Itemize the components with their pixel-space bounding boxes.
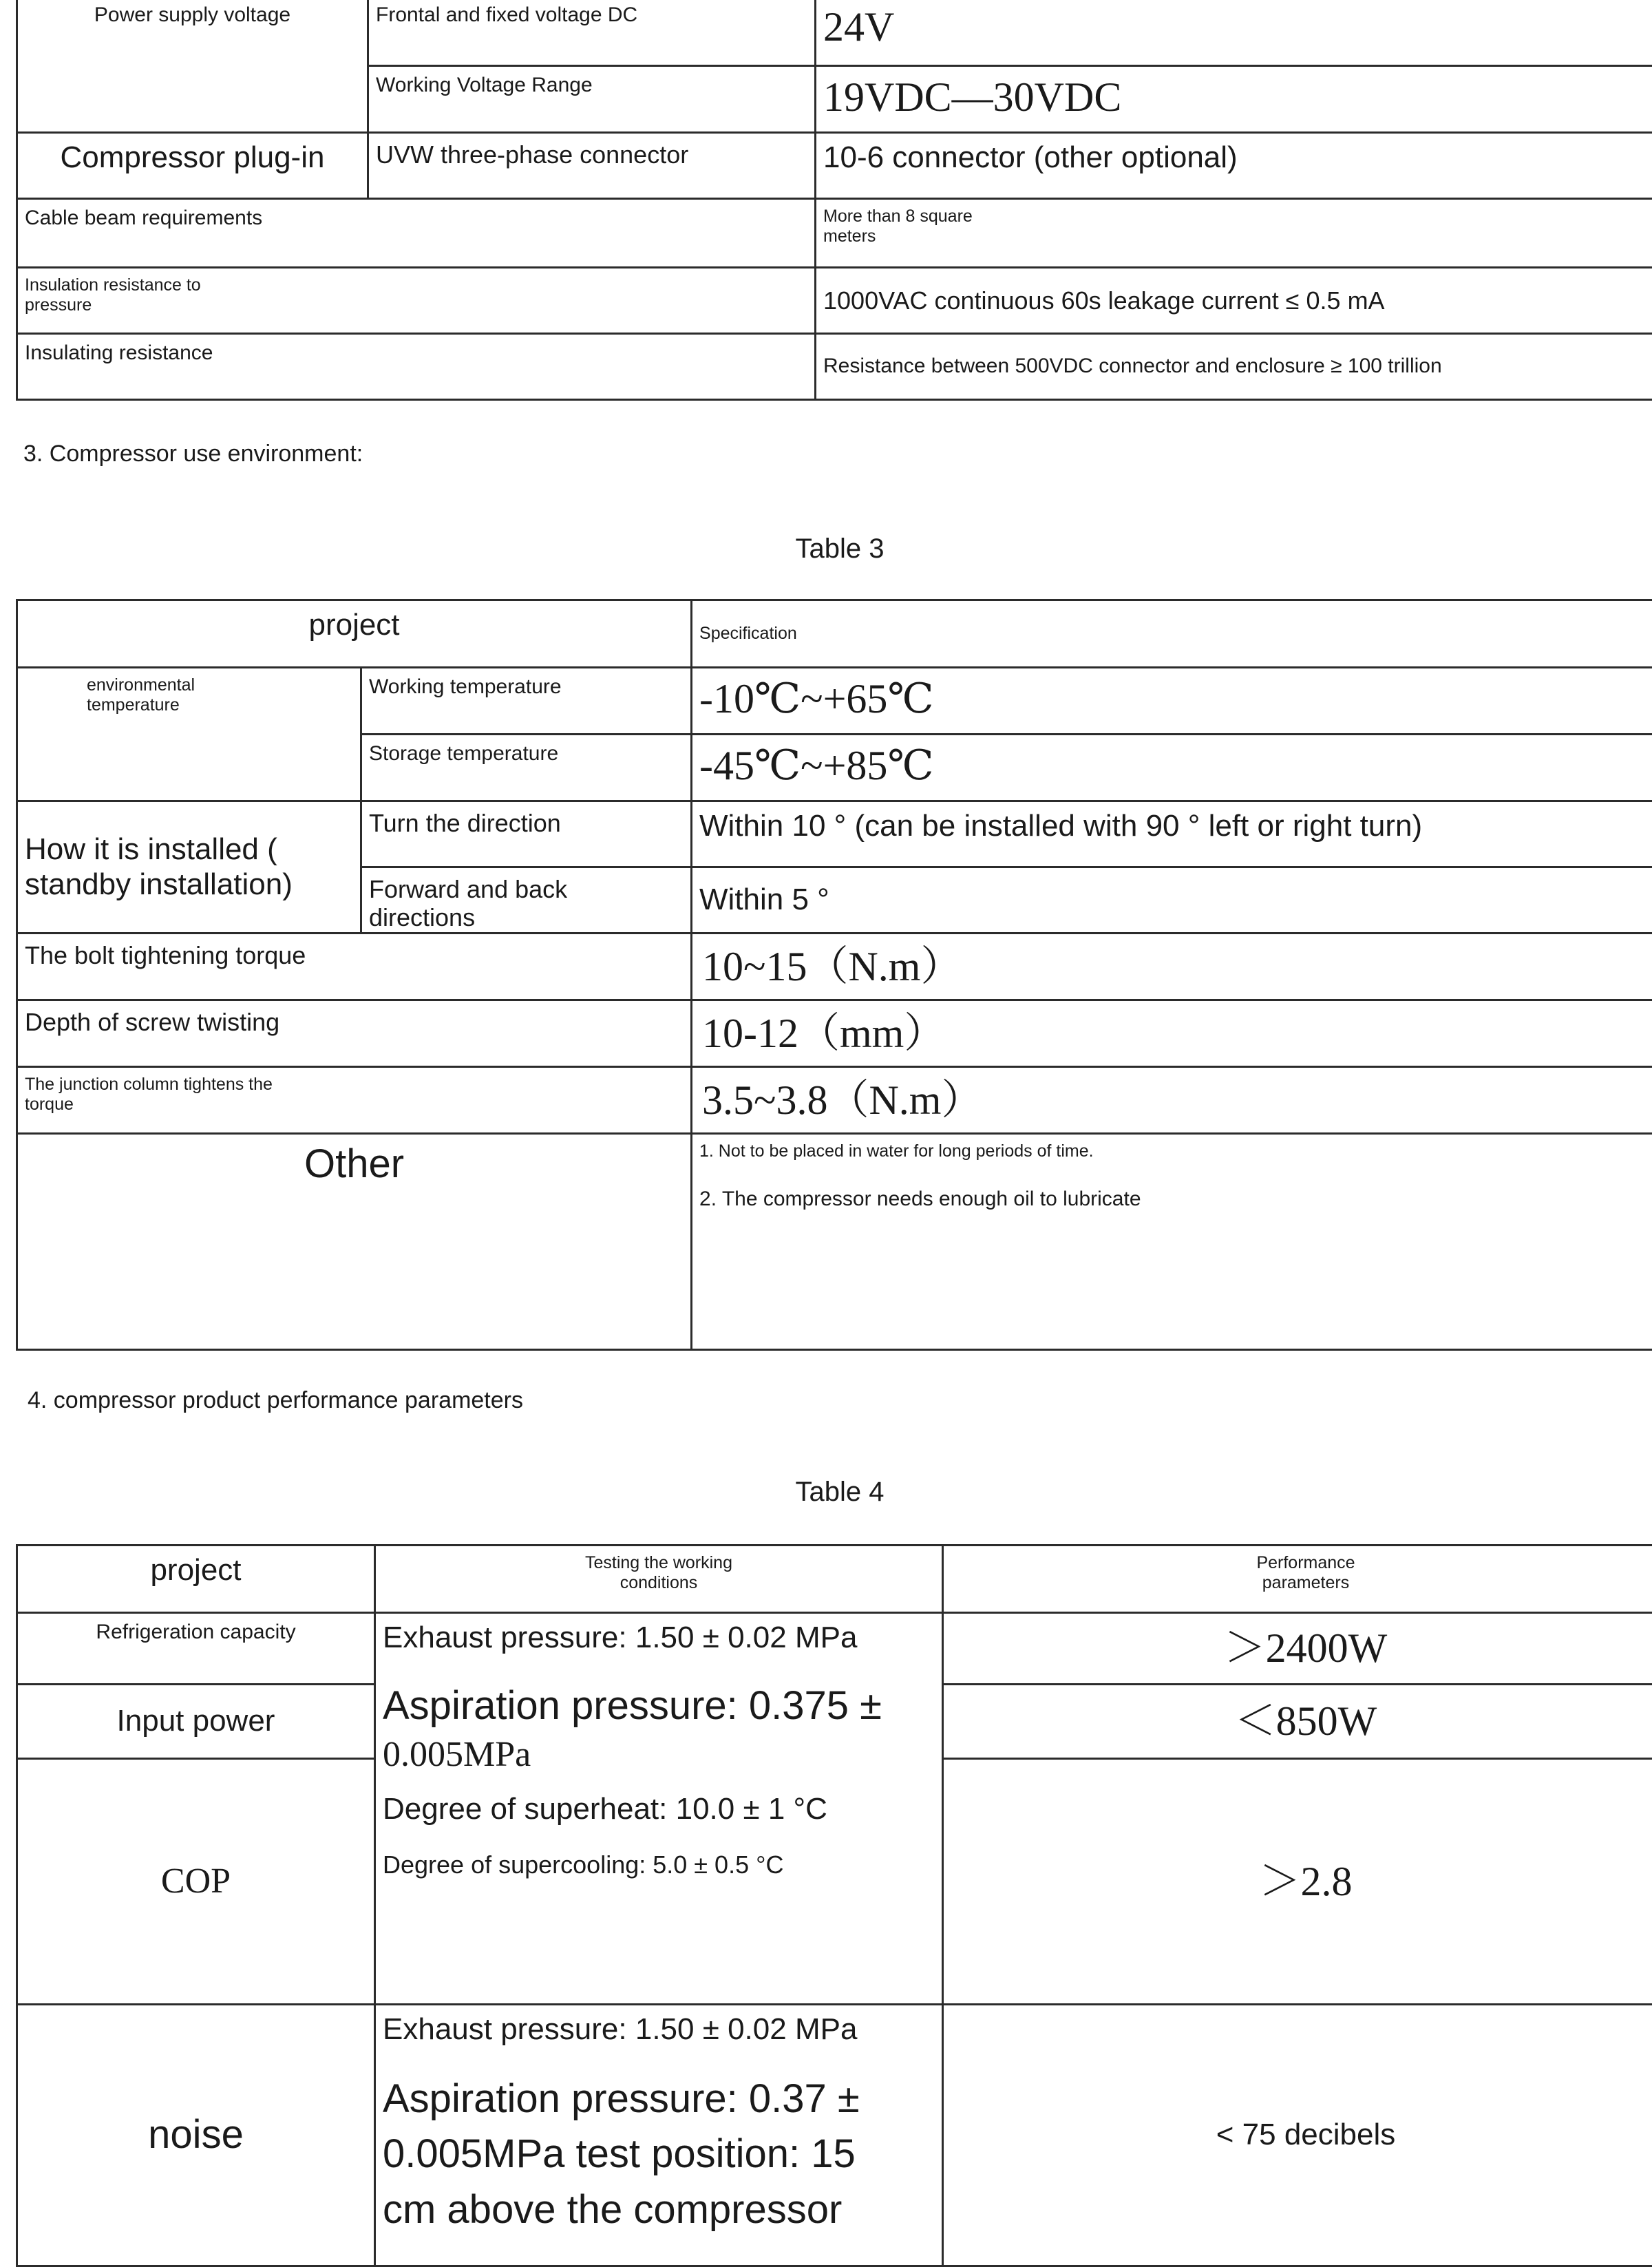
aspiration-pressure-text: 0.005MPa: [383, 1734, 935, 1775]
cop-label: COP: [17, 1759, 375, 2005]
noise-label: noise: [17, 2005, 375, 2266]
installation-label: [17, 801, 361, 934]
aspiration-pressure-text: Aspiration pressure: 0.37 ±: [383, 2076, 935, 2122]
cable-beam-value: [816, 199, 1652, 268]
installation-line: standby installation): [25, 867, 353, 903]
insulation-pressure-line: pressure: [25, 295, 807, 315]
environmental-temperature-line: environmental: [87, 675, 353, 695]
section-4-heading: 4. compressor product performance parameters: [28, 1387, 523, 1414]
testing-conditions-line: Testing the working: [383, 1553, 935, 1573]
other-notes: [692, 1134, 1652, 1350]
testing-conditions-header: [375, 1546, 943, 1613]
table-row: [17, 1067, 1652, 1134]
storage-temperature-value: -45℃~+85℃: [692, 735, 1652, 801]
insulating-resistance-label: Insulating resistance: [17, 334, 816, 400]
cable-beam-value-line: meters: [823, 226, 1652, 246]
insulation-pressure-value: 1000VAC continuous 60s leakage current ≤ 0.5 mA: [816, 268, 1652, 334]
bolt-torque-value: 10~15（N.m）: [692, 934, 1652, 1000]
working-voltage-range-value: 19VDC—30VDC: [816, 66, 1652, 133]
uvw-connector-label: UVW three-phase connector: [368, 133, 816, 199]
supercooling-text: Degree of supercooling: 5.0 ± 0.5 °C: [383, 1850, 935, 1879]
cop-value: ＞2.8: [943, 1759, 1652, 2005]
performance-parameters-line: parameters: [951, 1573, 1652, 1593]
forward-back-label: [361, 867, 692, 934]
uvw-connector-value: 10-6 connector (other optional): [816, 133, 1652, 199]
specification-header: Specification: [692, 600, 1652, 668]
power-supply-voltage-label: Power supply voltage: [17, 0, 368, 133]
insulation-pressure-label: [17, 268, 816, 334]
environmental-temperature-line: temperature: [87, 695, 353, 715]
table-row: [17, 600, 1652, 668]
forward-back-line: Forward and back: [369, 875, 684, 903]
installation-line: How it is installed (: [25, 832, 353, 867]
table-row: [17, 334, 1652, 400]
forward-back-value: Within 5 °: [692, 867, 1652, 934]
table-row: [17, 199, 1652, 268]
junction-torque-line: The junction column tightens the: [25, 1075, 684, 1095]
junction-torque-label: [17, 1067, 692, 1134]
turn-direction-value: Within 10 ° (can be installed with 90 ° left or right turn): [692, 801, 1652, 867]
screw-depth-value: 10-12（mm）: [692, 1000, 1652, 1067]
table-3: [16, 599, 1652, 1351]
aspiration-pressure-text: 0.005MPa test position: 15: [383, 2131, 935, 2178]
forward-back-line: directions: [369, 903, 684, 931]
table-row: [17, 0, 1652, 66]
table-row: [17, 801, 1652, 867]
table-4-caption: Table 4: [688, 1477, 991, 1508]
exhaust-pressure-text: Exhaust pressure: 1.50 ± 0.02 MPa: [383, 2012, 935, 2047]
superheat-text: Degree of superheat: 10.0 ± 1 °C: [383, 1792, 935, 1827]
aspiration-pressure-text: Aspiration pressure: 0.375 ±: [383, 1683, 935, 1729]
exhaust-pressure-text: Exhaust pressure: 1.50 ± 0.02 MPa: [383, 1621, 935, 1656]
other-note: 1. Not to be placed in water for long periods of time.: [699, 1141, 1652, 1161]
performance-parameters-line: Performance: [951, 1553, 1652, 1573]
bolt-torque-label: The bolt tightening torque: [17, 934, 692, 1000]
table-row: [17, 268, 1652, 334]
noise-value: < 75 decibels: [943, 2005, 1652, 2266]
table-row: [17, 1546, 1652, 1613]
frontal-fixed-dc-value: 24V: [816, 0, 1652, 66]
testing-conditions-noise: [375, 2005, 943, 2266]
junction-torque-value: 3.5~3.8（N.m）: [692, 1067, 1652, 1134]
project-header: project: [17, 1546, 375, 1613]
table-row: [17, 934, 1652, 1000]
section-3-heading: 3. Compressor use environment:: [23, 441, 363, 467]
table-row: [17, 668, 1652, 735]
table-row: [17, 133, 1652, 199]
working-temperature-label: Working temperature: [361, 668, 692, 735]
refrigeration-capacity-label: Refrigeration capacity: [17, 1613, 375, 1685]
environmental-temperature-label: [17, 668, 361, 801]
aspiration-pressure-text: cm above the compressor: [383, 2187, 935, 2233]
frontal-fixed-dc-label: Frontal and fixed voltage DC: [368, 0, 816, 66]
junction-torque-line: torque: [25, 1095, 684, 1115]
working-temperature-value: -10℃~+65℃: [692, 668, 1652, 735]
table-2: [16, 0, 1652, 401]
insulating-resistance-value: Resistance between 500VDC connector and enclosure ≥ 100 trillion: [816, 334, 1652, 400]
other-label: Other: [17, 1134, 692, 1350]
table-row: [17, 1613, 1652, 1685]
table-4: [16, 1544, 1652, 2267]
performance-parameters-header: [943, 1546, 1652, 1613]
cable-beam-label: Cable beam requirements: [17, 199, 816, 268]
testing-conditions-cop: [375, 1613, 943, 2005]
project-header: project: [17, 600, 692, 668]
table-row: [17, 2005, 1652, 2266]
compressor-plugin-label: Compressor plug-in: [17, 133, 368, 199]
input-power-label: Input power: [17, 1685, 375, 1759]
input-power-value: ＜850W: [943, 1685, 1652, 1759]
testing-conditions-line: conditions: [383, 1573, 935, 1593]
refrigeration-capacity-value: ＞2400W: [943, 1613, 1652, 1685]
insulation-pressure-line: Insulation resistance to: [25, 275, 807, 295]
table-3-caption: Table 3: [688, 534, 991, 565]
other-note: 2. The compressor needs enough oil to lubricate: [699, 1188, 1652, 1212]
table-row: [17, 1000, 1652, 1067]
storage-temperature-label: Storage temperature: [361, 735, 692, 801]
table-row: [17, 1134, 1652, 1350]
cable-beam-value-line: More than 8 square: [823, 207, 1652, 226]
working-voltage-range-label: Working Voltage Range: [368, 66, 816, 133]
turn-direction-label: Turn the direction: [361, 801, 692, 867]
screw-depth-label: Depth of screw twisting: [17, 1000, 692, 1067]
